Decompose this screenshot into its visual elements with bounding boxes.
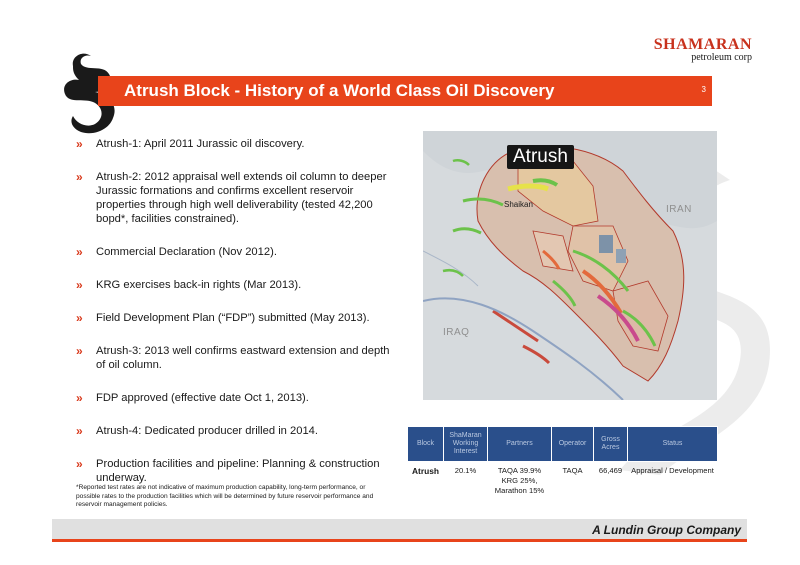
bullet-item [76, 457, 396, 485]
page-number: 3 [701, 85, 706, 94]
chevron-right-icon: » [76, 344, 83, 358]
cell-working-interest: 20.1% [454, 466, 477, 475]
bullet-list [76, 137, 396, 485]
bullet-text: KRG exercises back-in rights (Mar 2013). [96, 279, 302, 291]
column-header: Gross Acres [594, 427, 628, 462]
partner-entry: Marathon 15% [494, 486, 545, 495]
column-header: Partners [488, 427, 552, 462]
column-header: Block [408, 427, 444, 462]
map-label-shaikan: Shaikan [504, 200, 533, 209]
bullet-text: Atrush-2: 2012 appraisal well extends oil column to deeper Jurassic formations and confirms excellent reservoir properties through high well deliverability (tested 42,200 bopd*, facilities constrained). [96, 171, 387, 225]
brand-name: SHAMARAN [653, 36, 752, 53]
table-header-row [408, 427, 718, 462]
kurdistan-map [423, 131, 717, 400]
bullet-item [76, 137, 396, 151]
footnote: *Reported test rates are not indicative of maximum production capability, long-term performance, or possible rates to the production facilities which will be determined by future reservoir performance and reservoir management policies. [76, 484, 374, 509]
cell-operator: TAQA [562, 466, 583, 475]
cell-gross-acres: 66,469 [598, 466, 623, 475]
title-bar [98, 76, 712, 106]
bullet-item [76, 391, 396, 405]
bullet-item [76, 344, 396, 372]
partner-entry: KRG 25%, [501, 476, 538, 485]
bullet-text: Atrush-1: April 2011 Jurassic oil discovery. [96, 138, 305, 150]
chevron-right-icon: » [76, 137, 83, 151]
cell-status: Appraisal / Development [631, 466, 714, 475]
chevron-right-icon: » [76, 457, 83, 471]
chevron-right-icon: » [76, 245, 83, 259]
bullet-text: FDP approved (effective date Oct 1, 2013). [96, 392, 309, 404]
map-label-atrush: Atrush [507, 145, 574, 169]
brand-logo [654, 36, 752, 63]
map-graphic [423, 131, 717, 400]
brand-subtitle: petroleum corp [691, 52, 752, 63]
table-row [408, 462, 718, 497]
cell-partners [488, 462, 552, 497]
chevron-right-icon: » [76, 278, 83, 292]
bullet-item [76, 245, 396, 259]
bullet-text: Commercial Declaration (Nov 2012). [96, 246, 277, 258]
chevron-right-icon: » [76, 391, 83, 405]
block-table [407, 426, 717, 496]
column-header: Operator [552, 427, 594, 462]
bullet-item [76, 424, 396, 438]
slide-title: Atrush Block - History of a World Class Oil Discovery [124, 81, 555, 100]
bullet-item [76, 278, 396, 292]
footer-text: A Lundin Group Company [592, 523, 741, 537]
footer-bar [52, 519, 747, 542]
map-label-iraq: IRAQ [443, 327, 470, 338]
chevron-right-icon: » [76, 311, 83, 325]
bullet-text: Atrush-3: 2013 well confirms eastward extension and depth of oil column. [96, 345, 390, 371]
partner-entry: TAQA 39.9% [497, 466, 542, 475]
bullet-item [76, 170, 396, 226]
chevron-right-icon: » [76, 424, 83, 438]
map-label-iran: IRAN [666, 204, 692, 215]
column-header: Status [628, 427, 718, 462]
bullet-text: Field Development Plan (“FDP”) submitted (May 2013). [96, 312, 370, 324]
column-header: ShaMaran Working Interest [444, 427, 488, 462]
bullet-item [76, 311, 396, 325]
chevron-right-icon: » [76, 170, 83, 184]
bullet-text: Production facilities and pipeline: Planning & construction underway. [96, 458, 380, 484]
footer-accent-line [52, 539, 747, 542]
cell-block: Atrush [412, 466, 439, 476]
bullet-text: Atrush-4: Dedicated producer drilled in 2014. [96, 425, 319, 437]
